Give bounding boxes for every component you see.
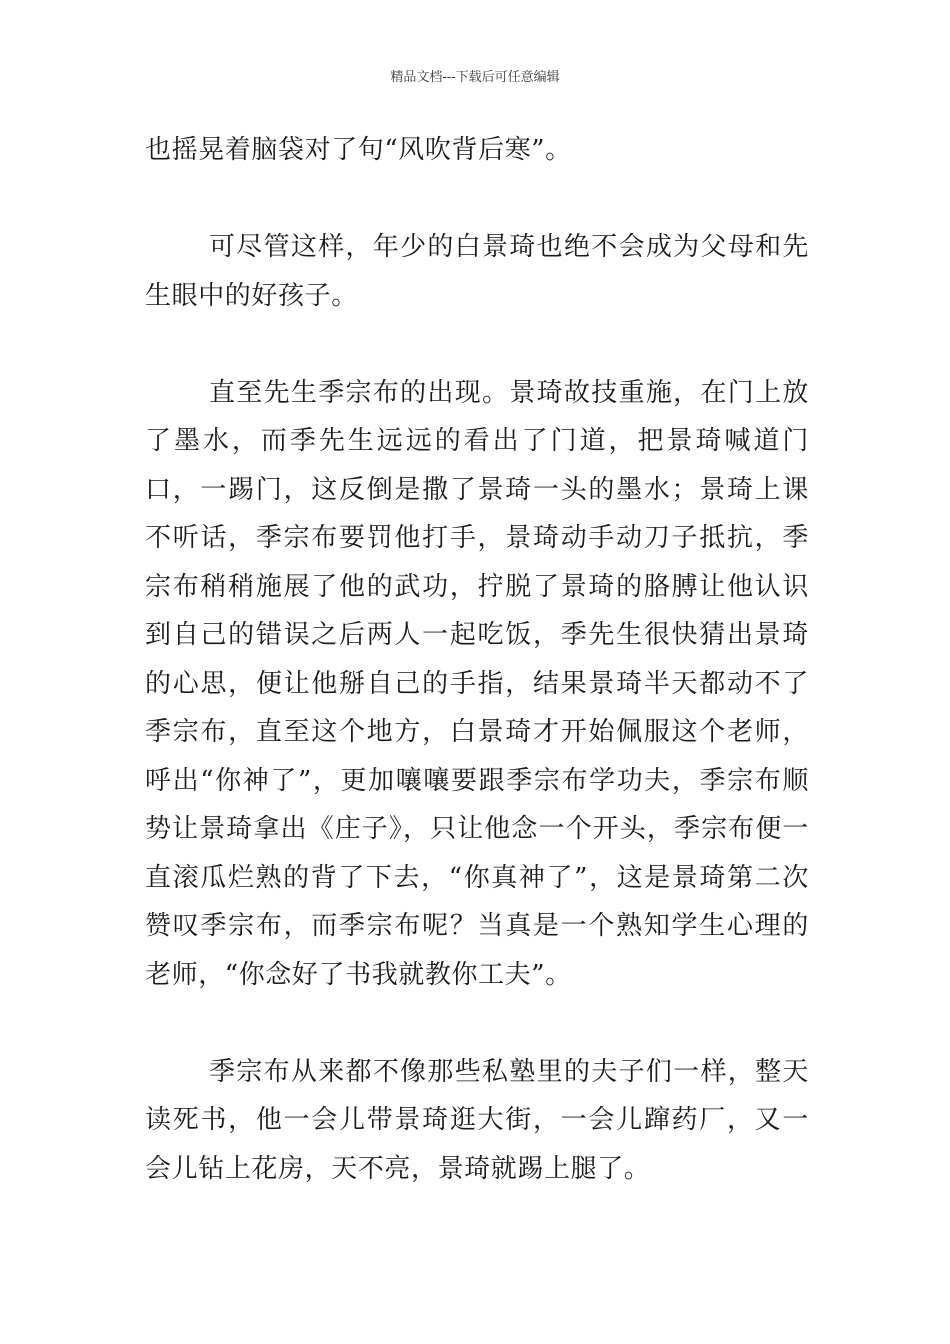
document-body [145,126,809,1193]
paragraph-3: 直至先生季宗布的出现。景琦故技重施，在门上放了墨水，而季先生远远的看出了门道，把景琦喊道门口，一踢门，这反倒是撒了景琦一头的墨水；景琦上课不听话，季宗布要罚他打手，景琦动手动刀子抵抗，季宗布稍稍施展了他的武功，拧脱了景琦的胳膊让他认识到自己的错误之后两人一起吃饭，季先生很快猜出景琦的心思，便让他掰自己的手指，结果景琦半天都动不了季宗布，直至这个地方，白景琦才开始佩服这个老师，呼出“你神了”，更加嚷嚷要跟季宗布学功夫，季宗布顺势让景琦拿出《庄子》，只让他念一个开头，季宗布便一直滚瓜烂熟的背了下去，“你真神了”，这是景琦第二次赞叹季宗布，而季宗布呢？当真是一个熟知学生心理的老师，“你念好了书我就教你工夫”。 [145,377,809,990]
paragraph-gap [145,320,809,369]
paragraph-2: 可尽管这样，年少的白景琦也绝不会成为父母和先生眼中的好孩子。 [145,232,809,311]
paragraph-gap [145,999,809,1048]
paragraph-4: 季宗布从来都不像那些私塾里的夫子们一样，整天读死书，他一会儿带景琦逛大街，一会儿蹿药厂，又一会儿钻上花房，天不亮，景琦就踢上腿了。 [145,1056,809,1184]
paragraph-1: 也摇晃着脑袋对了句“风吹背后寒”。 [145,135,572,165]
paragraph-gap [145,175,809,224]
page-header: 精品文档---下载后可任意编辑 [390,70,560,85]
